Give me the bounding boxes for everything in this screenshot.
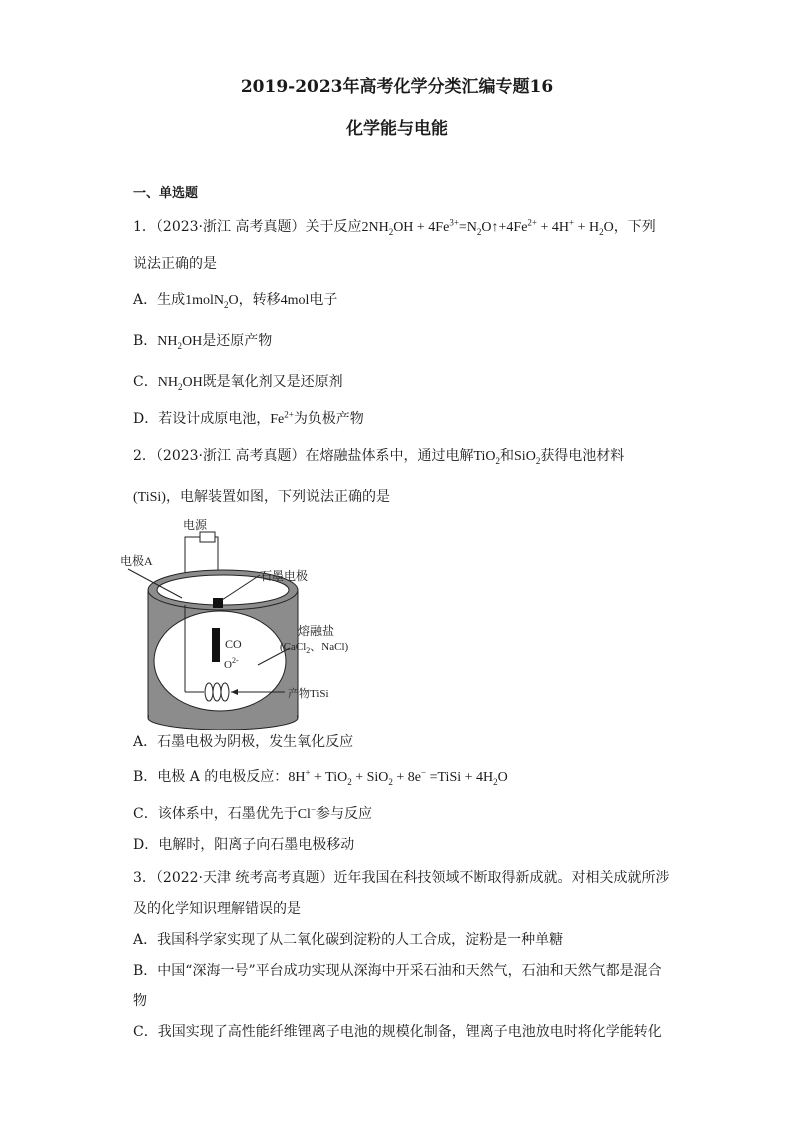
q2-stem: 2．（2023·浙江 高考真题）在熔融盐体系中，通过电解TiO$_2$和SiO$_2$获得电池材料 [133,448,625,466]
power-label: 电源 [183,518,208,532]
doc-title: 2019-2023年高考化学分类汇编专题16 [240,77,554,97]
q1-stem: 1．（2023·浙江 高考真题）关于反应$2NH_2OH$ + $4Fe^{3+}=N_2O↑+4Fe^{2+} + 4H^+ + H_2O$，下列 [133,217,656,237]
oxide-ion-label: $O^{2-}$ [224,656,239,671]
q3-option-a: A．我国科学家实现了从二氧化碳到淀粉的人工合成，淀粉是一种单糖 [133,932,564,948]
product-label: 产物TiSi [288,688,329,700]
q1-option-a: A．生成1molN$_2$O，转移4mol电子 [133,292,338,310]
q1-option-c: C．$NH_2OH$既是氧化剂又是还原剂 [133,374,343,392]
q3-stem-line2: 及的化学知识理解错误的是 [133,901,301,917]
q3-stem: 3．（2022·天津 统考高考真题）近年我国在科技领域不断取得新成就。对相关成就所涉 [133,870,670,886]
q3-option-b: B．中国“深海一号”平台成功实现从深海中开采石油和天然气，石油和天然气都是混合 [133,963,662,979]
salts-label: (CaCl$_2$、NaCl) [280,641,349,655]
electrolysis-diagram [120,515,380,730]
q2-option-a: A．石墨电极为阴极，发生氧化反应 [133,734,354,750]
doc-subtitle: 化学能与电能 [346,119,448,139]
graphite-electrode-top [213,598,223,608]
section-heading: 一、单选题 [133,186,199,201]
q1-stem-line2: 说法正确的是 [133,256,217,272]
q2-option-b: B．电极 A 的电极反应：8H+ + TiO$_2$ + SiO$_2$ + 8e− =TiSi + $4H_2O$ [133,767,508,787]
q1-option-b: B．$NH_2OH$是还原产物 [133,333,273,351]
q3-option-c: C．我国实现了高性能纤维锂离子电池的规模化制备，锂离子电池放电时将化学能转化 [133,1024,662,1040]
tisi-product-icon [205,683,229,701]
q1-option-d: D．若设计成原电池，$Fe^{2+}$为负极产物 [133,409,364,427]
graphite-label: 石墨电极 [260,569,309,583]
q2-option-d: D．电解时，阳离子向石墨电极移动 [133,837,355,853]
power-source-icon [200,532,215,542]
q3-option-b-cont: 物 [133,993,147,1009]
q2-option-c: C．该体系中，石墨优先于Cl−参与反应 [133,804,373,822]
molten-salt-label: 熔融盐 [298,624,335,638]
graphite-electrode-rod [212,628,220,662]
co-label: CO [225,637,242,651]
q2-stem-line2: (TiSi)，电解装置如图，下列说法正确的是 [133,489,390,505]
electrode-a-label: 电极A [120,554,153,568]
